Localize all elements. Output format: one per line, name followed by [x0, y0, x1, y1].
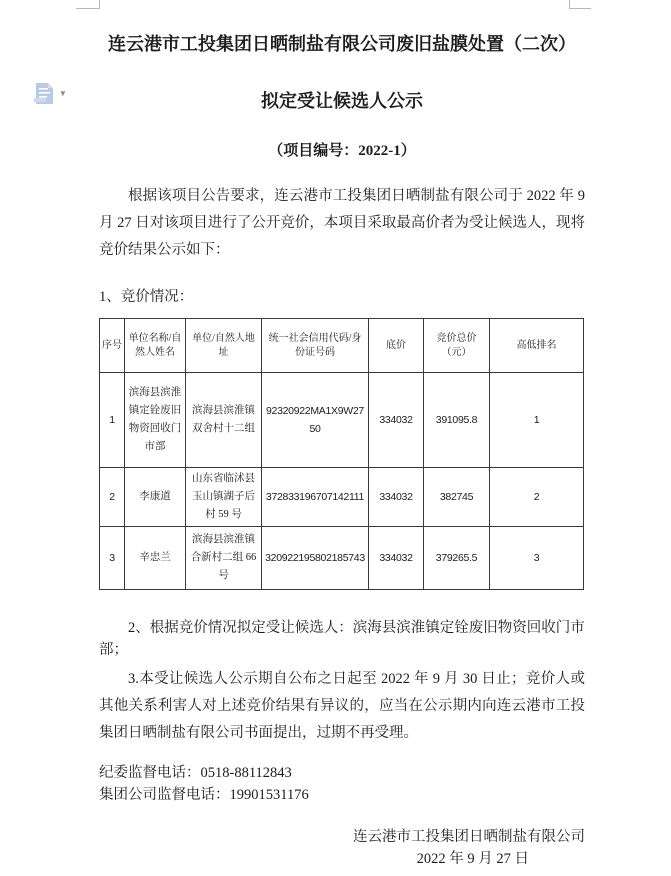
cell-name: 辛忠兰	[125, 527, 186, 590]
result-paragraph: 2、根据竞价情况拟定受让候选人：滨海县滨淮镇定铨废旧物资回收门市部；	[99, 620, 585, 658]
header-cell-rank: 高低排名	[490, 319, 584, 373]
document-body	[99, 0, 585, 870]
text-boundary-mark-top-left	[76, 0, 100, 9]
cell-rank: 3	[490, 527, 584, 590]
cell-name: 李康道	[125, 468, 186, 527]
cell-index: 3	[100, 527, 125, 590]
header-cell-name: 单位名称/自然人姓名	[125, 319, 186, 373]
paste-options-dropdown-arrow-icon[interactable]: ▼	[59, 89, 67, 98]
cell-total-price: 391095.8	[424, 373, 490, 468]
project-number: （项目编号：2022-1）	[268, 143, 416, 159]
cell-rank: 1	[490, 373, 584, 468]
cell-credit-code: 320922195802185743	[262, 527, 369, 590]
header-cell-index: 序号	[100, 319, 125, 373]
cell-base-price: 334032	[369, 527, 424, 590]
cell-index: 1	[100, 373, 125, 468]
table-row	[100, 373, 584, 468]
cell-name: 滨海县滨淮镇定铨废旧物资回收门市部	[125, 373, 186, 468]
cell-address: 滨海县滨淮镇合新村二组 66 号	[186, 527, 262, 590]
header-cell-base-price: 底价	[369, 319, 424, 373]
section1-heading: 1、竞价情况：	[99, 289, 194, 305]
cell-index: 2	[100, 468, 125, 527]
objection-paragraph: 3.本受让候选人公示期自公布之日起至 2022 年 9 月 30 日止；竞价人或其他关系利害人对上述竞价结果有异议的，应当在公示期内向连云港市工投集团日晒制盐有限公司书面提出，过期不再受理。	[99, 671, 585, 741]
cell-base-price: 334032	[369, 373, 424, 468]
document-title-line2: 拟定受让候选人公示	[261, 91, 423, 111]
cell-address: 山东省临沭县玉山镇湖子后村 59 号	[186, 468, 262, 527]
cell-total-price: 379265.5	[424, 527, 490, 590]
table-row	[100, 468, 584, 527]
cell-total-price: 382745	[424, 468, 490, 527]
group-phone-line: 集团公司监督电话：19901531176	[99, 787, 309, 803]
signature-company: 连云港市工投集团日晒制盐有限公司	[353, 829, 585, 845]
header-cell-total-price: 竞价总价（元）	[424, 319, 490, 373]
document-title-line1: 连云港市工投集团日晒制盐有限公司废旧盐膜处置（二次）	[108, 34, 576, 54]
cell-rank: 2	[490, 468, 584, 527]
header-cell-address: 单位/自然人地址	[186, 319, 262, 373]
cell-base-price: 334032	[369, 468, 424, 527]
bid-results-table	[99, 318, 584, 590]
cell-credit-code: 372833196707142111	[262, 468, 369, 527]
table-header-row	[100, 319, 584, 373]
paste-options-icon[interactable]	[33, 97, 57, 114]
table-row	[100, 527, 584, 590]
discipline-phone-line: 纪委监督电话：0518-88112843	[99, 765, 292, 781]
cell-address: 滨海县滨淮镇双舍村十二组	[186, 373, 262, 468]
header-cell-credit-code: 统一社会信用代码/身份证号码	[262, 319, 369, 373]
paste-options-button[interactable]	[33, 80, 71, 110]
signature-date: 2022 年 9 月 27 日	[416, 851, 529, 867]
cell-credit-code: 92320922MA1X9W2750	[262, 373, 369, 468]
intro-paragraph: 根据该项目公告要求，连云港市工投集团日晒制盐有限公司于 2022 年 9 月 27 日对该项目进行了公开竞价，本项目采取最高价者为受让候选人，现将竞价结果公示如下：	[99, 188, 585, 258]
